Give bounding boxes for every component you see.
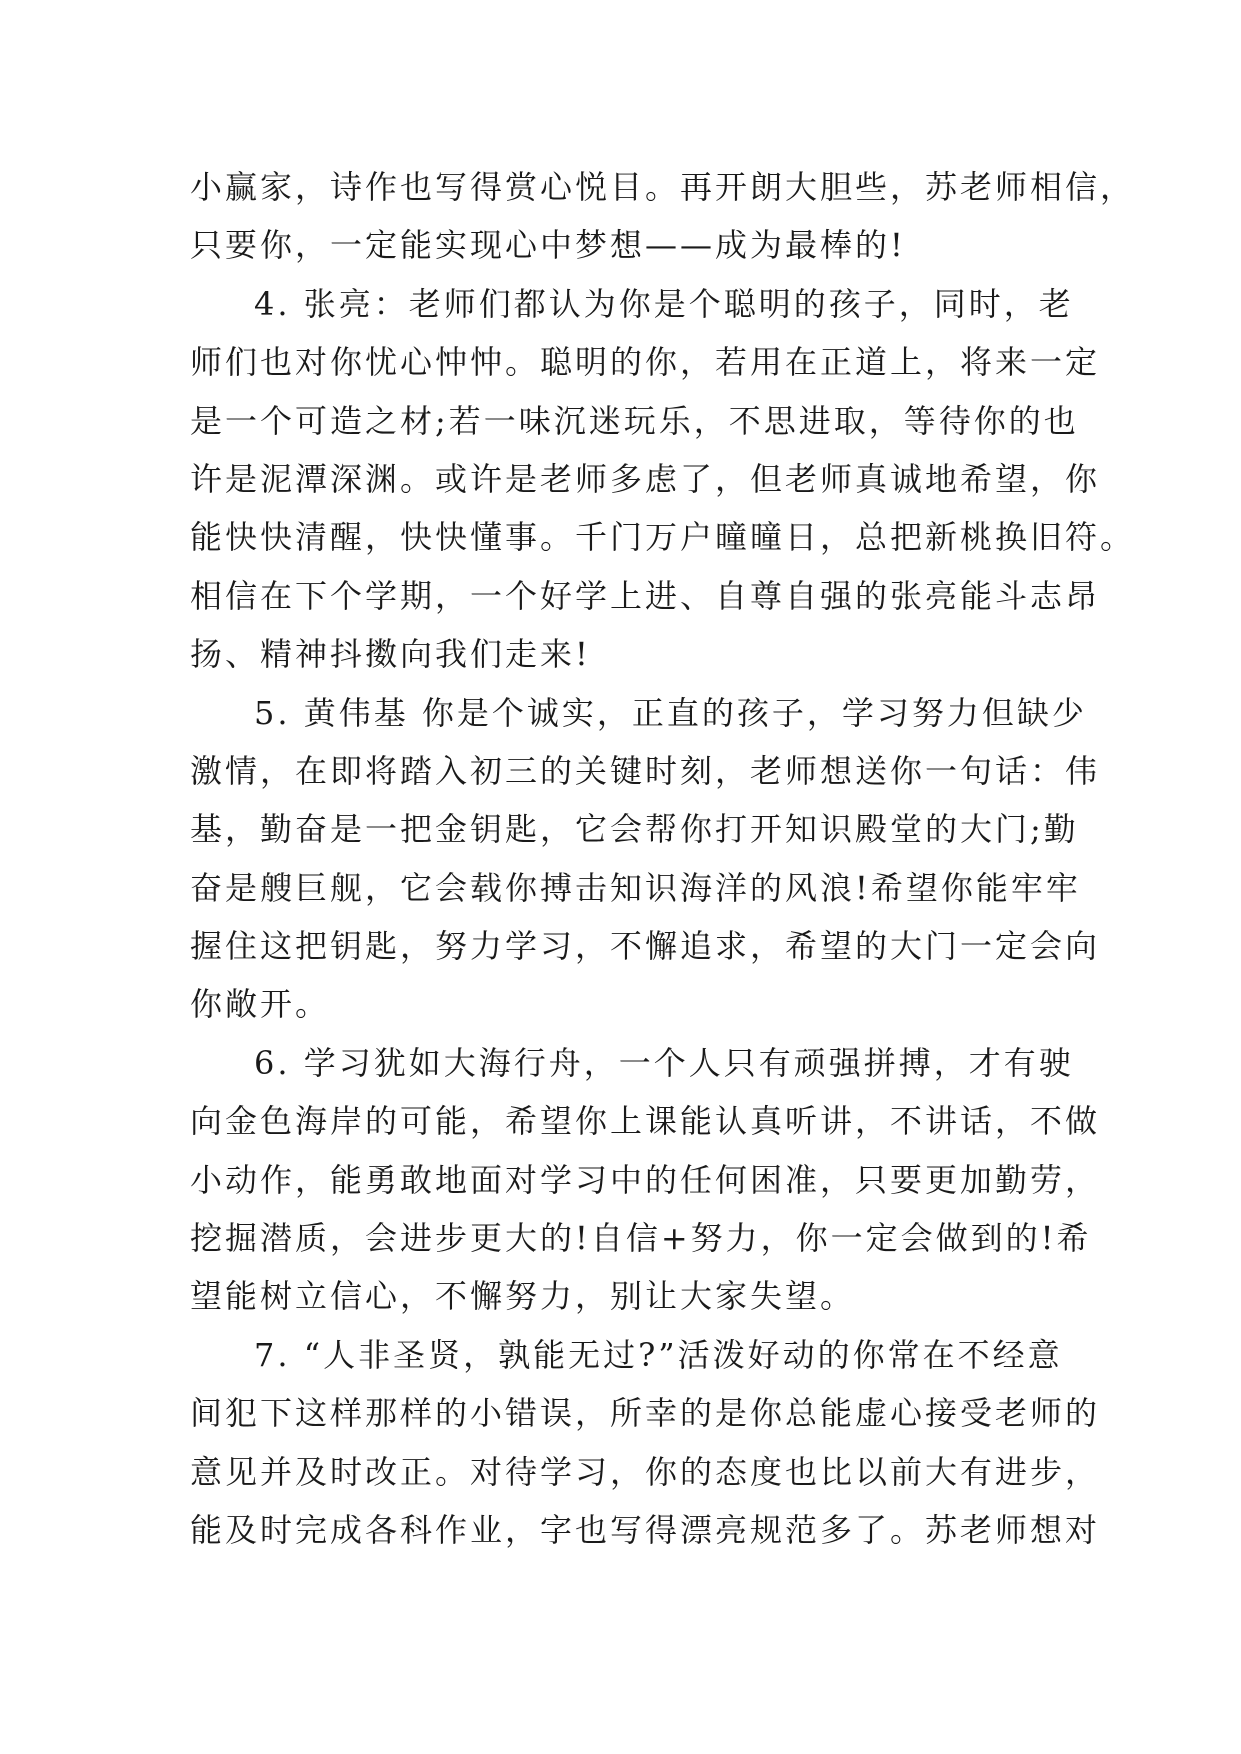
paragraph-4-start: 4. 张亮：老师们都认为你是个聪明的孩子，同时，老 bbox=[254, 284, 1074, 323]
text-line: 你敞开。 bbox=[190, 985, 331, 1024]
text-line: 是一个可造之材;若一味沉迷玩乐，不思进取，等待你的也 bbox=[190, 401, 1079, 440]
text-line: 挖掘潜质，会进步更大的!自信+努力，你一定会做到的!希 bbox=[190, 1219, 1092, 1258]
text-line: 只要你，一定能实现心中梦想——成为最棒的! bbox=[190, 226, 906, 265]
paragraph-7-start: 7. “人非圣贤，孰能无过?”活泼好动的你常在不经意 bbox=[254, 1335, 1063, 1374]
text-line: 握住这把钥匙，努力学习，不懈追求，希望的大门一定会向 bbox=[190, 927, 1101, 966]
text-line: 扬、精神抖擞向我们走来! bbox=[190, 635, 591, 674]
text-line: 能及时完成各科作业，字也写得漂亮规范多了。苏老师想对 bbox=[190, 1510, 1101, 1549]
text-line: 师们也对你忧心忡忡。聪明的你，若用在正道上，将来一定 bbox=[190, 343, 1101, 382]
text-line: 望能树立信心，不懈努力，别让大家失望。 bbox=[190, 1277, 856, 1316]
paragraph-5-start: 5. 黄伟基 你是个诚实，正直的孩子，学习努力但缺少 bbox=[254, 693, 1087, 732]
text-line: 能快快清醒，快快懂事。千门万户曈曈日，总把新桃换旧符。 bbox=[190, 518, 1136, 557]
text-line: 小赢家，诗作也写得赏心悦目。再开朗大胆些，苏老师相信， bbox=[190, 168, 1136, 206]
text-line: 相信在下个学期，一个好学上进、自尊自强的张亮能斗志昂 bbox=[190, 576, 1101, 615]
document-body bbox=[190, 158, 1136, 1559]
text-line: 激情，在即将踏入初三的关键时刻，老师想送你一句话：伟 bbox=[190, 751, 1101, 790]
text-line: 间犯下这样那样的小错误，所幸的是你总能虚心接受老师的 bbox=[190, 1394, 1101, 1433]
paragraph-6-start: 6. 学习犹如大海行舟，一个人只有顽强拼搏，才有驶 bbox=[254, 1043, 1074, 1082]
text-line: 意见并及时改正。对待学习，你的态度也比以前大有进步， bbox=[190, 1452, 1101, 1491]
text-line: 奋是艘巨舰，它会载你搏击知识海洋的风浪!希望你能牢牢 bbox=[190, 868, 1081, 907]
text-line: 小动作，能勇敢地面对学习中的任何困准，只要更加勤劳， bbox=[190, 1160, 1101, 1199]
text-line: 许是泥潭深渊。或许是老师多虑了，但老师真诚地希望，你 bbox=[190, 459, 1101, 498]
text-line: 基，勤奋是一把金钥匙，它会帮你打开知识殿堂的大门;勤 bbox=[190, 810, 1079, 849]
text-line: 向金色海岸的可能，希望你上课能认真听讲，不讲话，不做 bbox=[190, 1102, 1101, 1141]
